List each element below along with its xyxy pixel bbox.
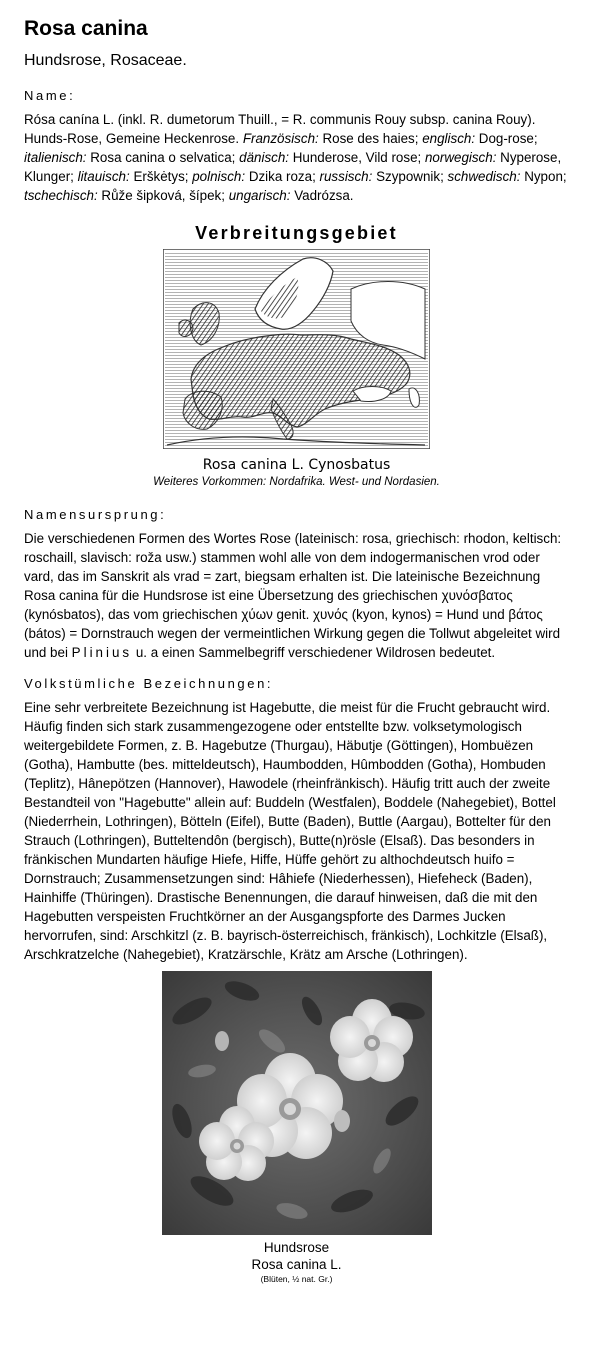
name-text: Růže šipková, šípek; bbox=[97, 188, 229, 203]
folk-heading: Volkstümliche Bezeichnungen: bbox=[24, 676, 274, 691]
language-label: litauisch: bbox=[77, 169, 130, 184]
name-text: Hunderose, Vild rose; bbox=[289, 150, 425, 165]
photo-caption-common: Hundsrose bbox=[263, 1240, 330, 1255]
name-text: Dog-rose; bbox=[475, 131, 538, 146]
origin-heading: Namensursprung: bbox=[24, 507, 167, 522]
language-label: ungarisch: bbox=[228, 188, 291, 203]
name-paragraph bbox=[24, 110, 569, 205]
name-text: Nypon; bbox=[520, 169, 567, 184]
language-label: polnisch: bbox=[192, 169, 246, 184]
photo-caption-latin: Rosa canina L. bbox=[251, 1257, 342, 1272]
language-label: englisch: bbox=[422, 131, 476, 146]
origin-text-before: Die verschiedenen Formen des Wortes Rose (lateinisch: rosa, griechisch: rhodon, keltisch: roschaill, slavisch: roža usw.) stammen wohl alle von dem indogermanischen vrod oder vard, das im Sanskrit als vrad = zart, biegsam erhalten ist. Die lateinische Bezeichnung Rosa canina für die Hundsrose ist eine Übersetzung des griechischen χυνόσβατος (kynósbatos), das vom griechischen χύων genit. χυνός (kyon, kynos) = Hund und βάτος (bátos) = Dornstrauch wegen der vermeintlichen Wirkung gegen die Tollwut abgeleitet wird und bei bbox=[24, 531, 562, 660]
rose-photo bbox=[162, 971, 432, 1235]
name-text: Vadrózsa. bbox=[290, 188, 354, 203]
folk-paragraph: Eine sehr verbreitete Bezeichnung ist Hagebutte, die meist für die Frucht gebraucht wird. Häufig finden sich stark zusammengezogene oder entstellte bzw. volksetymologisch weitergebildete Formen, z. B. Hagebutze (Thurgau), Häbutje (Göttingen), Hombuëzen (Gotha), Hambutte (bes. mitteldeutsch), Haumbodden, Hûmbodden (Gotha), Hombuden (Teplitz), Hânepötzen (Hannover), Hawodele (rheinfränkisch). Häufig tritt auch der zweite Bestandteil von "Hagebutte" allein auf: Buddeln (Westfalen), Boddele (Nahegebiet), Bottel (Niederrhein, Lothringen), Bötteln (Eifel), Butte (Baden), Buttle (Aargau), Bottelter für den Strauch (Lothringen), Butteltendôn (bergisch), Butte(n)rösle (Elsaß). Das besonders in fränkischen Mundarten häufige Hiefe, Hiffe, Hüffe gehört zu althochdeutsch huifo = Dornstrauch; Zusammensetzungen sind: Hâhiefe (Niederhessen), Hiefeheck (Baden), Hainhiffe (Thüringen). Drastische Benennungen, die darauf hinweisen, daß die mit den Hagebutten verspeisten Fruchtkörner an der Ausgangspforte des Darmes Jucken hervorrufen, sind: Arschkitzl (z. B. bayrisch-österreichisch, fränkisch), Lochkitzle (Elsaß), Arschkratzelche (Nahegebiet), Kratzärschle, Krätz am Arsche (Lothringen). bbox=[24, 700, 556, 962]
page-subtitle: Hundsrose, Rosaceae. bbox=[24, 52, 187, 69]
language-label: russisch: bbox=[319, 169, 373, 184]
name-text: Nyperose, Klunger; bbox=[24, 150, 562, 184]
origin-text-after: u. a einen Sammelbegriff verschiedener Wildrosen bedeutet. bbox=[132, 645, 496, 660]
page-title: Rosa canina bbox=[24, 17, 148, 40]
name-text: Rosa canina o selvatica; bbox=[86, 150, 240, 165]
name-text: Rose des haies; bbox=[318, 131, 423, 146]
name-text: Rósa canína L. (inkl. R. dumetorum Thuill., = R. communis Rouy subsp. canina Rouy). Hunds-Rose, Gemeine Heckenrose. bbox=[24, 112, 536, 146]
language-label: Französisch: bbox=[242, 131, 319, 146]
rose-photo-image bbox=[162, 971, 432, 1235]
name-heading: Name: bbox=[24, 88, 76, 103]
origin-author: Plinius bbox=[71, 645, 133, 660]
language-label: dänisch: bbox=[239, 150, 289, 165]
name-text: Szypownik; bbox=[372, 169, 448, 184]
origin-paragraph bbox=[24, 529, 569, 662]
distribution-map bbox=[163, 249, 430, 449]
europe-map-image bbox=[163, 249, 430, 449]
map-subcaption: Weiteres Vorkommen: Nordafrika. West- und Nordasien. bbox=[153, 476, 440, 488]
language-label: schwedisch: bbox=[447, 169, 521, 184]
distribution-heading: Verbreitungsgebiet bbox=[195, 223, 398, 243]
name-text: Dzika roza; bbox=[245, 169, 320, 184]
language-label: tschechisch: bbox=[24, 188, 98, 203]
photo-caption-scale: (Blüten, ½ nat. Gr.) bbox=[260, 1274, 333, 1284]
language-label: italienisch: bbox=[24, 150, 87, 165]
language-label: norwegisch: bbox=[424, 150, 497, 165]
name-text: Erškėtys; bbox=[129, 169, 193, 184]
map-caption: Rosa canina L. Cynosbatus bbox=[202, 457, 391, 473]
